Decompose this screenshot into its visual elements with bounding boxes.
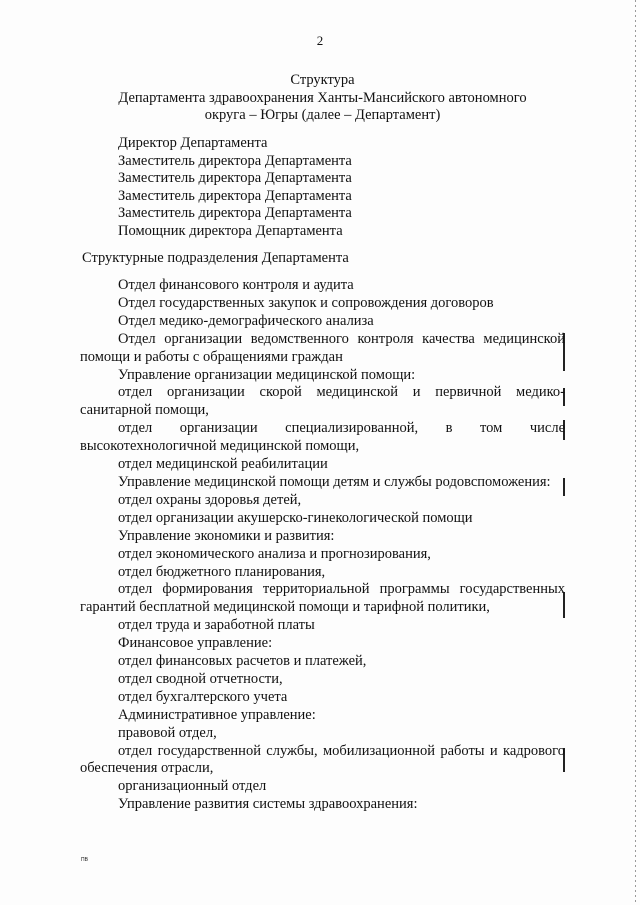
unit-item: отдел организации акушерско-гинекологической помощи bbox=[118, 509, 473, 526]
unit-item: отдел медицинской реабилитации bbox=[118, 456, 328, 473]
unit-item: отдел организации скорой медицинской и первичной медико-санитарной помощи, bbox=[80, 384, 565, 419]
unit-item: отдел экономического анализа и прогнозирования, bbox=[118, 545, 431, 562]
scan-edge-line bbox=[635, 0, 636, 905]
units-list bbox=[80, 277, 565, 814]
unit-item: правовой отдел, bbox=[118, 724, 217, 741]
official-item: Помощник директора Департамента bbox=[118, 222, 343, 239]
unit-item: Финансовое управление: bbox=[118, 635, 273, 652]
official-item: Заместитель директора Департамента bbox=[118, 187, 352, 204]
unit-item: отдел охраны здоровья детей, bbox=[118, 491, 302, 508]
unit-item: отдел формирования территориальной программы государственных гарантий бесплатной медицинской помощи и тарифной политики, bbox=[80, 581, 565, 616]
official-item: Директор Департамента bbox=[118, 135, 268, 151]
unit-item: Административное управление: bbox=[118, 706, 316, 723]
officials-list bbox=[118, 135, 352, 240]
unit-item: Отдел организации ведомственного контроля качества медицинской помощи и работы с обращениями граждан bbox=[80, 330, 565, 365]
unit-item: Отдел финансового контроля и аудита bbox=[118, 277, 354, 293]
unit-item: отдел труда и заработной платы bbox=[118, 617, 315, 634]
unit-item: Управление медицинской помощи детям и службы родовспоможения: bbox=[118, 473, 551, 490]
title-line: округа – Югры (далее – Департамент) bbox=[204, 107, 441, 123]
title-line: Департамента здравоохранения Ханты-Мансийского автономного bbox=[118, 89, 527, 106]
unit-item: организационный отдел bbox=[118, 778, 267, 795]
footer-mark: ПВ bbox=[81, 857, 88, 863]
unit-item: Отдел государственных закупок и сопровождения договоров bbox=[118, 294, 494, 311]
unit-item: отдел бюджетного планирования, bbox=[118, 563, 326, 580]
unit-item: отдел сводной отчетности, bbox=[118, 670, 283, 687]
unit-item: отдел финансовых расчетов и платежей, bbox=[118, 653, 367, 670]
unit-item: Управление экономики и развития: bbox=[118, 527, 335, 544]
unit-item: отдел организации специализированной, в том числе высокотехнологичной медицинской помощи, bbox=[80, 420, 565, 455]
official-item: Заместитель директора Департамента bbox=[118, 152, 352, 169]
unit-item: Управление развития системы здравоохранения: bbox=[118, 796, 418, 813]
official-item: Заместитель директора Департамента bbox=[118, 205, 352, 221]
unit-item: Управление организации медицинской помощи: bbox=[118, 366, 416, 383]
unit-item: отдел государственной службы, мобилизационной работы и кадрового обеспечения отрасли, bbox=[80, 742, 565, 777]
official-item: Заместитель директора Департамента bbox=[118, 170, 352, 186]
section-heading: Структурные подразделения Департамента bbox=[82, 250, 349, 266]
unit-item: Отдел медико-демографического анализа bbox=[118, 312, 374, 329]
page-number: 2 bbox=[316, 33, 324, 48]
unit-item: отдел бухгалтерского учета bbox=[118, 688, 288, 705]
title-line: Структура bbox=[290, 72, 355, 88]
document-title bbox=[80, 72, 565, 125]
